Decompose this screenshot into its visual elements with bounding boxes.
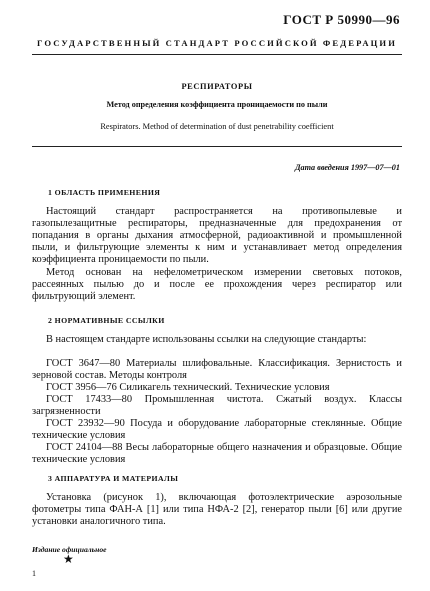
section-1-heading: 1 ОБЛАСТЬ ПРИМЕНЕНИЯ — [48, 188, 161, 197]
gost-code: ГОСТ Р 50990—96 — [283, 12, 400, 27]
document-title: РЕСПИРАТОРЫ — [181, 82, 253, 91]
reference-text: ГОСТ 17433—80 Промышленная чистота. Сжатый воздух. Классы загрязненности — [32, 394, 402, 417]
reference-item — [32, 442, 402, 466]
document-title-english: Respirators. Method of determination of dust penetrability coefficient — [100, 122, 334, 131]
section-1-paragraph-2 — [32, 267, 402, 303]
introduction-date: Дата введения 1997—07—01 — [294, 163, 400, 172]
section-2-paragraph-1 — [32, 334, 402, 346]
star-icon: ★ — [63, 552, 74, 566]
state-standard-header: ГОСУДАРСТВЕННЫЙ СТАНДАРТ РОССИЙСКОЙ ФЕДЕРАЦИИ — [36, 38, 398, 48]
reference-item — [32, 382, 402, 394]
section-1-paragraph-1 — [32, 206, 402, 266]
section-3-paragraph-1 — [32, 492, 402, 528]
section-2-paragraph-1-text: В настоящем стандарте использованы ссылки на следующие стандарты: — [46, 334, 367, 345]
reference-item — [32, 394, 402, 418]
document-subtitle: Метод определения коэффициента проницаемости по пыли — [106, 100, 328, 109]
reference-text: ГОСТ 3956—76 Силикагель технический. Технические условия — [46, 382, 330, 393]
title-rule — [32, 146, 402, 147]
page-number: 1 — [32, 569, 36, 578]
reference-text: ГОСТ 24104—88 Весы лабораторные общего назначения и образцовые. Общие технические условия — [32, 442, 402, 465]
reference-text: ГОСТ 23932—90 Посуда и оборудование лабораторные стеклянные. Общие технические условия — [32, 418, 402, 441]
section-1-paragraph-1-text: Настоящий стандарт распространяется на противопылевые и газопылезащитные респираторы, предназначенные для предохранения от попадания в органы дыхания атмосферной, радиоактивной и промышленной пыли, и фильтрующие элементы к ним и устанавливает метод определения коэффициента проницаемости по пыли. — [32, 206, 402, 265]
header-rule — [32, 54, 402, 55]
official-edition-note: Издание официальное — [32, 545, 107, 554]
section-3-heading: 3 АППАРАТУРА И МАТЕРИАЛЫ — [48, 474, 179, 483]
reference-item — [32, 358, 402, 382]
section-1-paragraph-2-text: Метод основан на нефелометрическом измерении световых потоков, рассеянных пылью до и после ее прохождения через респиратор или фильтрующий элемент. — [32, 267, 402, 302]
section-3-paragraph-1-text: Установка (рисунок 1), включающая фотоэлектрические аэрозольные фотометры типа ФАН-А [1] или типа НФА-2 [2], генератор пыли [6] или другие установки аналогичного типа. — [32, 492, 402, 527]
reference-item — [32, 418, 402, 442]
section-2-heading: 2 НОРМАТИВНЫЕ ССЫЛКИ — [48, 316, 165, 325]
reference-text: ГОСТ 3647—80 Материалы шлифовальные. Классификация. Зернистость и зерновой состав. Методы контроля — [32, 358, 402, 381]
